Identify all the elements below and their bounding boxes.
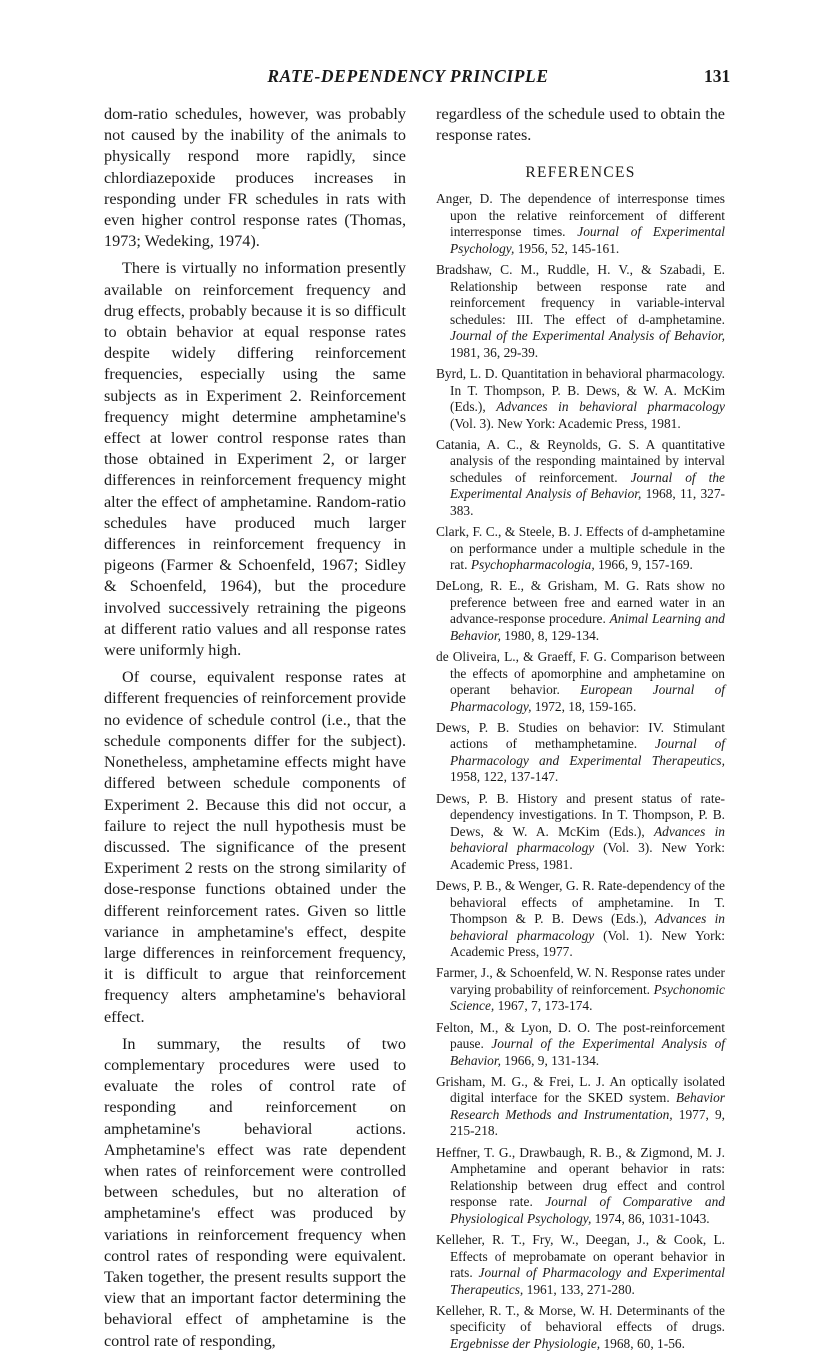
reference-entry bbox=[436, 1020, 725, 1070]
references-heading: REFERENCES bbox=[525, 164, 636, 182]
reference-entry bbox=[436, 1303, 725, 1353]
reference-citation: 1974, 86, 1031-1043. bbox=[591, 1210, 710, 1226]
reference-text: Bradshaw, C. M., Ruddle, H. V., & Szabadi, E. Relationship between response rate and reinforcement frequency in variable-interval schedules: III. The effect of d-amphetamine. bbox=[436, 262, 725, 327]
page-number: 131 bbox=[704, 66, 731, 86]
reference-journal: Journal of the Experimental Analysis of Behavior, bbox=[450, 1036, 725, 1068]
reference-entry bbox=[436, 437, 725, 520]
reference-journal: Journal of Comparative and Physiological Psychology, bbox=[450, 1194, 725, 1226]
reference-list bbox=[436, 191, 725, 1352]
reference-text: Dews, P. B., & Wenger, G. R. Rate-dependency of the behavioral effects of amphetamine. In T. Thompson & P. B. Dews (Eds.), bbox=[436, 878, 725, 927]
reference-citation: 1958, 122, 137-147. bbox=[450, 769, 559, 785]
reference-entry bbox=[436, 366, 725, 432]
reference-citation: (Vol. 3). New York: Academic Press, 1981. bbox=[450, 840, 726, 872]
body-paragraph: Of course, equivalent response rates at different frequencies of reinforcement provide no evidence of schedule control (i.e., that the schedule components differ for the subject). Nonetheless, amphetamine effects might have differed between schedule components of Experiment 2. Because this did not occur, a failure to reject the null hypothesis must be discussed. The significance of the present Experiment 2 rests on the strong similarity of dose-response functions obtained under the different reinforcement rates. Given so little variance in amphetamine's effect, despite large differences in reinforcement frequency, it is difficult to argue that reinforcement frequency alters amphetamine's behavioral effect. bbox=[104, 668, 406, 1026]
reference-text: Kelleher, R. T., & Morse, W. H. Determinants of the specificity of behavioral effects of drugs. bbox=[436, 1302, 725, 1335]
reference-text: Farmer, J., & Schoenfeld, W. N. Response rates under varying probability of reinforcement. bbox=[436, 965, 725, 997]
reference-text: Dews, P. B. Studies on behavior: IV. Stimulant actions of methamphetamine. bbox=[436, 719, 725, 752]
reference-citation: 1956, 52, 145-161. bbox=[514, 240, 620, 256]
reference-entry bbox=[436, 578, 725, 644]
reference-citation: 1977, 9, 215-218. bbox=[450, 1106, 726, 1139]
reference-journal: Psychopharmacologia, bbox=[470, 557, 595, 573]
reference-entry bbox=[436, 191, 725, 257]
reference-citation: 1966, 9, 131-134. bbox=[500, 1052, 600, 1068]
reference-entry bbox=[436, 1145, 725, 1228]
reference-citation: 1968, 60, 1-56. bbox=[600, 1335, 685, 1351]
reference-entry bbox=[436, 524, 725, 574]
reference-entry bbox=[436, 1232, 725, 1298]
reference-text: Catania, A. C., & Reynolds, G. S. A quantitative analysis of the responding maintained by interval schedules of reinforcement. bbox=[436, 436, 725, 485]
reference-journal: Journal of the Experimental Analysis of Behavior, bbox=[450, 469, 725, 502]
reference-text: Clark, F. C., & Steele, B. J. Effects of d-amphetamine on performance under a multiple schedule in the rat. bbox=[436, 524, 725, 573]
reference-text: de Oliveira, L., & Graeff, F. G. Comparison between the effects of apomorphine and amphetamine on operant behavior. bbox=[436, 649, 725, 698]
reference-text: Byrd, L. D. Quantitation in behavioral pharmacology. In T. Thompson, P. B. Dews, & W. A. McKim (Eds.), bbox=[436, 366, 725, 414]
reference-journal: Journal of Pharmacology and Experimental Therapeutics, bbox=[450, 1265, 726, 1297]
body-paragraph: regardless of the schedule used to obtain the response rates. bbox=[436, 105, 725, 145]
reference-journal: Journal of Experimental Psychology, bbox=[450, 224, 726, 256]
body-paragraph: There is virtually no information presently available on reinforcement frequency and drug effects, probably because it is so difficult to obtain behavior at equal response rates despite widely differing reinforcement frequencies, especially using the same subjects as in Experiment 2. Reinforcement frequency might determine amphetamine's effect at lower control response rates than those obtained in Experiment 2, or larger differences in reinforcement frequency might alter the effect of amphetamine. Random-ratio schedules have produced much larger differences in reinforcement frequency in pigeons (Farmer & Schoenfeld, 1967; Sidley & Schoenfeld, 1964), but the procedure involved successively retraining the pigeons at different ratio values and all response rates were uniformly high. bbox=[104, 259, 406, 660]
right-column bbox=[436, 104, 725, 1357]
reference-citation: 1961, 133, 271-280. bbox=[523, 1281, 635, 1297]
reference-entry bbox=[436, 878, 725, 961]
running-title: RATE-DEPENDENCY PRINCIPLE bbox=[267, 66, 549, 86]
reference-journal: Advances in behavioral pharmacology bbox=[496, 399, 725, 414]
reference-text: Kelleher, R. T., Fry, W., Deegan, J., & Cook, L. Effects of meprobamate on operant behavior in rats. bbox=[436, 1232, 725, 1281]
left-column bbox=[104, 104, 406, 1352]
reference-entry bbox=[436, 965, 725, 1015]
reference-journal: Journal of the Experimental Analysis of Behavior, bbox=[450, 328, 725, 344]
running-head bbox=[0, 66, 816, 92]
reference-text: Anger, D. The dependence of interresponse times upon the relative reinforcement of different interresponse times. bbox=[436, 191, 725, 240]
reference-entry bbox=[436, 649, 725, 715]
reference-entry bbox=[436, 262, 725, 361]
reference-text: Heffner, T. G., Drawbaugh, R. B., & Zigmond, M. J. Amphetamine and operant behavior in rats: Relationship between drug effect and control response rate. bbox=[436, 1144, 725, 1210]
reference-citation: 1968, 11, 327-383. bbox=[450, 486, 725, 518]
reference-text: Dews, P. B. History and present status of rate-dependency investigations. In T. Thompson, P. B. Dews, & W. A. McKim (Eds.), bbox=[436, 790, 725, 839]
reference-journal: Animal Learning and Behavior, bbox=[450, 611, 725, 643]
reference-citation: 1972, 18, 159-165. bbox=[531, 698, 637, 714]
reference-citation: 1981, 36, 29-39. bbox=[450, 344, 539, 360]
reference-entry bbox=[436, 1074, 725, 1140]
reference-entry bbox=[436, 720, 725, 786]
reference-text: Grisham, M. G., & Frei, L. J. An optically isolated digital interface for the SKED system. bbox=[436, 1073, 725, 1106]
reference-citation: 1980, 8, 129-134. bbox=[500, 627, 600, 643]
reference-journal: Advances in behavioral pharmacology bbox=[450, 823, 725, 856]
reference-journal: Journal of Pharmacology and Experimental Therapeutics, bbox=[450, 736, 725, 768]
reference-journal: European Journal of Pharmacology, bbox=[450, 682, 725, 714]
reference-citation: 1966, 9, 157-169. bbox=[594, 557, 693, 573]
body-paragraph: dom-ratio schedules, however, was probably not caused by the inability of the animals to physically respond more rapidly, since chlordiazepoxide produces increases in responding under FR schedules in rats with even higher control response rates (Thomas, 1973; Wedeking, 1974). bbox=[104, 105, 406, 251]
reference-journal: Advances in behavioral pharmacology bbox=[450, 911, 725, 943]
reference-text: DeLong, R. E., & Grisham, M. G. Rats show no preference between free and earned water in an advance-response procedure. bbox=[436, 578, 725, 627]
reference-entry bbox=[436, 791, 725, 874]
reference-citation: (Vol. 3). New York: Academic Press, 1981. bbox=[450, 415, 681, 431]
body-paragraph: In summary, the results of two complementary procedures were used to evaluate the roles of control rate of responding and reinforcement on amphetamine's behavioral actions. Amphetamine's effect was rate dependent when rates of reinforcement were controlled between schedules, but no alteration of amphetamine's effect was produced by variations in reinforcement frequency when control rates of responding were equivalent. Taken together, the present results support the view that an important factor determining the behavioral effect of amphetamine is the control rate of responding, bbox=[104, 1034, 406, 1350]
reference-citation: (Vol. 1). New York: Academic Press, 1977. bbox=[450, 927, 726, 960]
reference-citation: 1967, 7, 173-174. bbox=[494, 998, 593, 1014]
reference-text: Felton, M., & Lyon, D. O. The post-reinforcement pause. bbox=[436, 1019, 725, 1052]
reference-journal: Behavior Research Methods and Instrumentation, bbox=[450, 1090, 725, 1122]
reference-journal: Psychonomic Science, bbox=[450, 981, 725, 1014]
reference-journal: Ergebnisse der Physiologie, bbox=[450, 1335, 601, 1351]
